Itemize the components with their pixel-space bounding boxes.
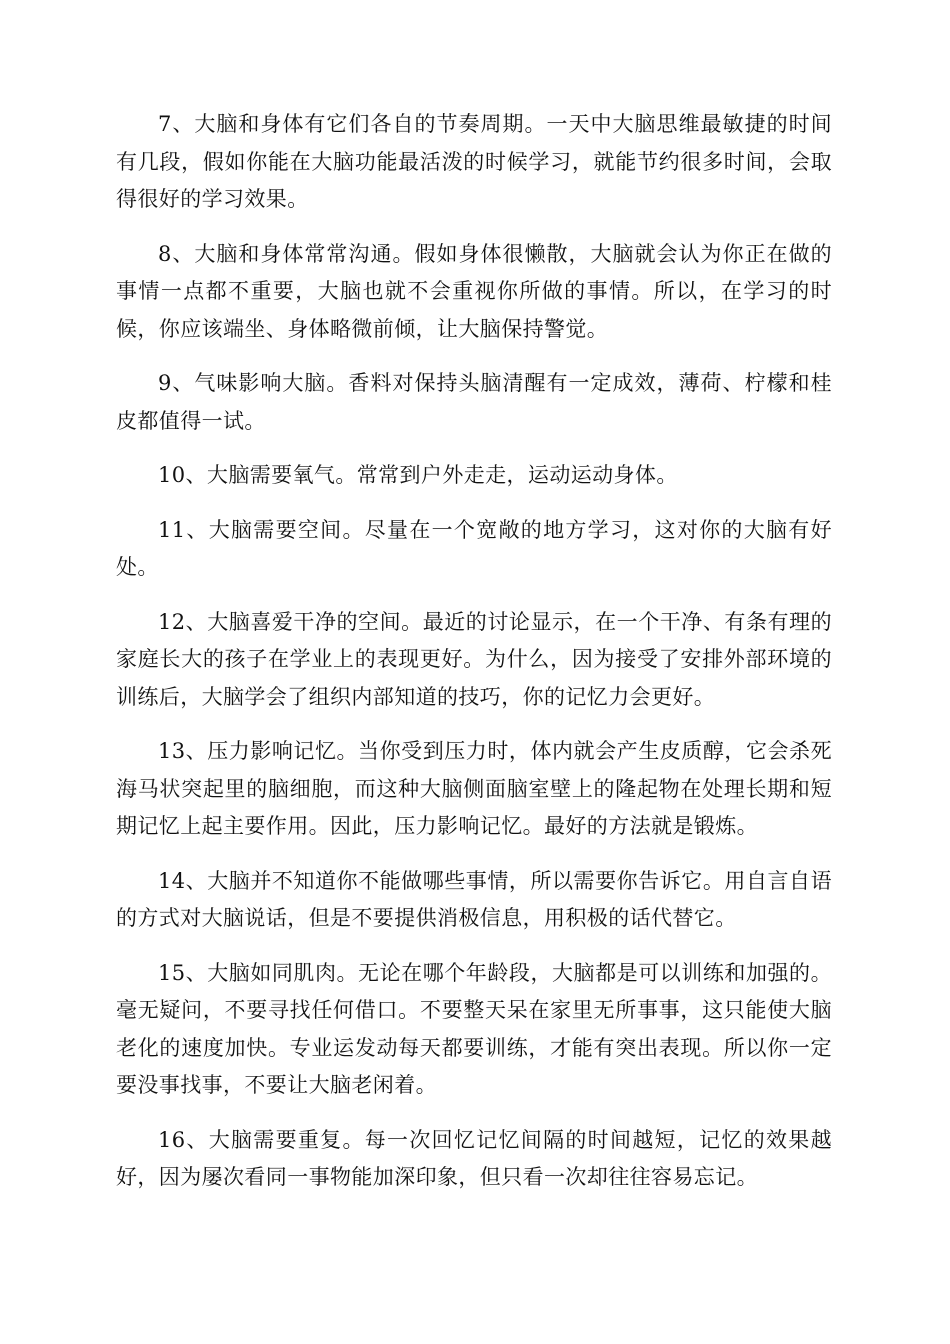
paragraph-11: 11、大脑需要空间。尽量在一个宽敞的地方学习，这对你的大脑有好处。 xyxy=(116,517,832,579)
paragraph-12: 12、大脑喜爱干净的空间。最近的讨论显示，在一个干净、有条有理的家庭长大的孩子在学业上的表现更好。为什么，因为接受了安排外部环境的训练后，大脑学会了组织内部知道的技巧，你的记忆力会更好。 xyxy=(116,609,832,709)
paragraph-10: 10、大脑需要氧气。常常到户外走走，运动运动身体。 xyxy=(158,463,678,487)
paragraph-7: 7、大脑和身体有它们各自的节奏周期。一天中大脑思维最敏捷的时间有几段，假如你能在大脑功能最活泼的时候学习，就能节约很多时间，会取得很好的学习效果。 xyxy=(116,112,832,211)
paragraph-13: 13、压力影响记忆。当你受到压力时，体内就会产生皮质醇，它会杀死海马状突起里的脑细胞，而这种大脑侧面脑室壁上的隆起物在处理长期和短期记忆上起主要作用。因此，压力影响记忆。最好的方法就是锻炼。 xyxy=(116,739,832,838)
paragraph-9: 9、气味影响大脑。香料对保持头脑清醒有一定成效，薄荷、柠檬和桂皮都值得一试。 xyxy=(116,371,832,433)
paragraph-14: 14、大脑并不知道你不能做哪些事情，所以需要你告诉它。用自言自语的方式对大脑说话，但是不要提供消极信息，用积极的话代替它。 xyxy=(116,868,832,930)
paragraph-15: 15、大脑如同肌肉。无论在哪个年龄段，大脑都是可以训练和加强的。毫无疑问，不要寻找任何借口。不要整天呆在家里无所事事，这只能使大脑老化的速度加快。专业运发动每天都要训练，才能有突出表现。所以你一定要没事找事，不要让大脑老闲着。 xyxy=(116,960,832,1097)
document-body xyxy=(116,106,832,1214)
paragraph-16: 16、大脑需要重复。每一次回忆记忆间隔的时间越短，记忆的效果越好，因为屡次看同一事物能加深印象，但只看一次却往往容易忘记。 xyxy=(116,1127,832,1189)
paragraph-8: 8、大脑和身体常常沟通。假如身体很懒散，大脑就会认为你正在做的事情一点都不重要，大脑也就不会重视你所做的事情。所以，在学习的时候，你应该端坐、身体略微前倾，让大脑保持警觉。 xyxy=(116,241,832,341)
